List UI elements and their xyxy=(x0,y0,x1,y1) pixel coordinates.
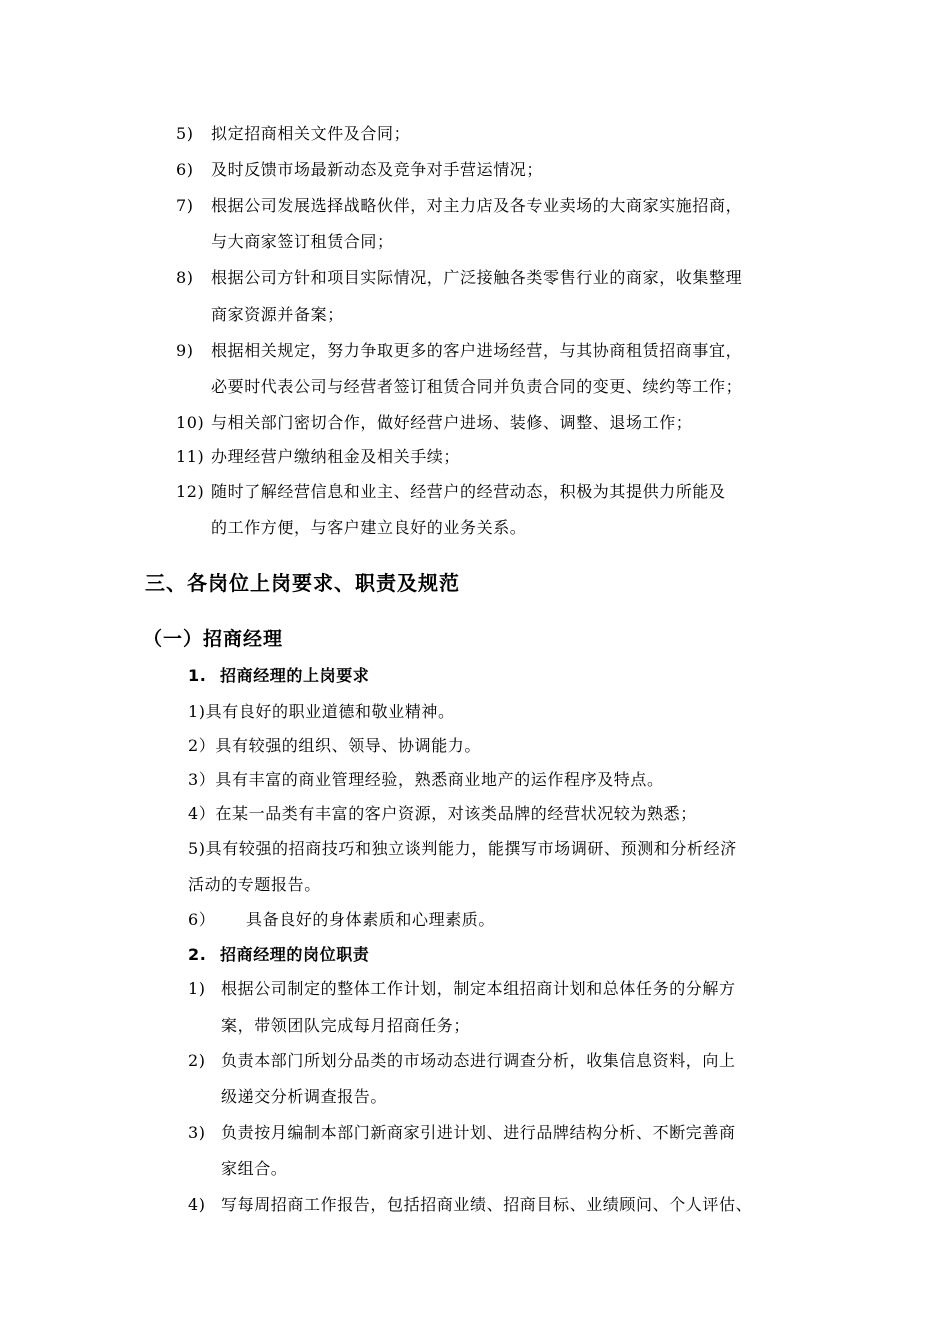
item-text: 根据公司制定的整体工作计划，制定本组招商计划和总体任务的分解方 xyxy=(221,979,736,998)
item-text: 具备良好的身体素质和心理素质。 xyxy=(246,910,496,929)
list-item xyxy=(188,1194,752,1216)
item-number: 5) xyxy=(188,839,206,858)
item-number: 3） xyxy=(188,770,216,789)
item-text: 写每周招商工作报告，包括招商业绩、招商目标、业绩顾问、个人评估、 xyxy=(221,1195,753,1214)
requirements-heading xyxy=(188,665,369,687)
list-item xyxy=(188,735,481,757)
list-item xyxy=(176,159,543,181)
list-item xyxy=(188,838,737,860)
item-text: 拟定招商相关文件及合同； xyxy=(211,124,411,143)
heading-number: 2. xyxy=(188,945,207,964)
item-number: 4） xyxy=(188,804,216,823)
list-item xyxy=(188,1122,736,1144)
item-text: 根据公司方针和项目实际情况，广泛接触各类零售行业的商家，收集整理 xyxy=(211,268,743,287)
item-continuation: 商家资源并备案； xyxy=(211,305,344,324)
item-text: 根据公司发展选择战略伙伴，对主力店及各专业卖场的大商家实施招商， xyxy=(211,196,743,215)
item-text: 及时反馈市场最新动态及竞争对手营运情况； xyxy=(211,160,544,179)
list-item xyxy=(176,123,410,145)
item-number: 10) xyxy=(176,413,205,432)
item-number: 9) xyxy=(176,341,194,360)
item-text: 在某一品类有丰富的客户资源，对该类品牌的经营状况较为熟悉； xyxy=(215,804,697,823)
item-continuation: 与大商家签订租赁合同； xyxy=(211,232,394,251)
list-item xyxy=(188,978,736,1000)
item-continuation: 活动的专题报告。 xyxy=(188,875,321,894)
item-text: 与相关部门密切合作，做好经营户进场、装修、调整、退场工作； xyxy=(211,413,693,432)
list-item xyxy=(176,481,726,503)
item-number: 1) xyxy=(188,702,206,721)
item-text: 负责本部门所划分品类的市场动态进行调查分析，收集信息资料，向上 xyxy=(221,1051,736,1070)
item-text: 具有较强的招商技巧和独立谈判能力，能撰写市场调研、预测和分析经济 xyxy=(205,839,737,858)
list-item xyxy=(176,340,742,362)
item-text: 负责按月编制本部门新商家引进计划、进行品牌结构分析、不断完善商 xyxy=(221,1123,736,1142)
list-item xyxy=(176,267,742,289)
item-number: 5) xyxy=(176,124,194,143)
item-text: 随时了解经营信息和业主、经营户的经营动态，积极为其提供力所能及 xyxy=(211,482,726,501)
list-item xyxy=(176,446,460,468)
list-item xyxy=(188,701,455,723)
item-number: 7) xyxy=(176,196,194,215)
item-text: 办理经营户缴纳租金及相关手续； xyxy=(211,447,461,466)
item-number: 1) xyxy=(188,979,206,998)
item-number: 2） xyxy=(188,736,216,755)
item-number: 2) xyxy=(188,1051,206,1070)
item-number: 3) xyxy=(188,1123,206,1142)
item-number: 6） xyxy=(188,910,216,929)
heading-text: 招商经理的上岗要求 xyxy=(220,666,370,685)
item-text: 根据相关规定，努力争取更多的客户进场经营，与其协商租赁招商事宜， xyxy=(211,341,743,360)
item-number: 12) xyxy=(176,482,205,501)
item-text: 具有良好的职业道德和敬业精神。 xyxy=(205,702,455,721)
list-item xyxy=(176,195,742,217)
item-text: 具有丰富的商业管理经验，熟悉商业地产的运作程序及特点。 xyxy=(215,770,664,789)
item-number: 6) xyxy=(176,160,194,179)
subsection-title: （一）招商经理 xyxy=(143,628,284,650)
item-number: 8) xyxy=(176,268,194,287)
item-text: 具有较强的组织、领导、协调能力。 xyxy=(215,736,481,755)
heading-number: 1. xyxy=(188,666,207,685)
item-number: 11) xyxy=(176,447,205,466)
list-item xyxy=(188,769,664,791)
item-continuation: 案，带领团队完成每月招商任务； xyxy=(221,1016,471,1035)
item-continuation: 级递交分析调查报告。 xyxy=(221,1087,388,1106)
heading-text: 招商经理的岗位职责 xyxy=(220,945,370,964)
duties-heading xyxy=(188,944,369,966)
list-item xyxy=(188,1050,736,1072)
list-item xyxy=(188,803,697,825)
list-item xyxy=(188,909,495,931)
section-title: 三、各岗位上岗要求、职责及规范 xyxy=(145,571,460,595)
item-continuation: 的工作方便，与客户建立良好的业务关系。 xyxy=(211,518,527,537)
item-continuation: 家组合。 xyxy=(221,1159,288,1178)
list-item xyxy=(176,412,692,434)
item-number: 4) xyxy=(188,1195,206,1214)
item-continuation: 必要时代表公司与经营者签订租赁合同并负责合同的变更、续约等工作； xyxy=(211,377,743,396)
